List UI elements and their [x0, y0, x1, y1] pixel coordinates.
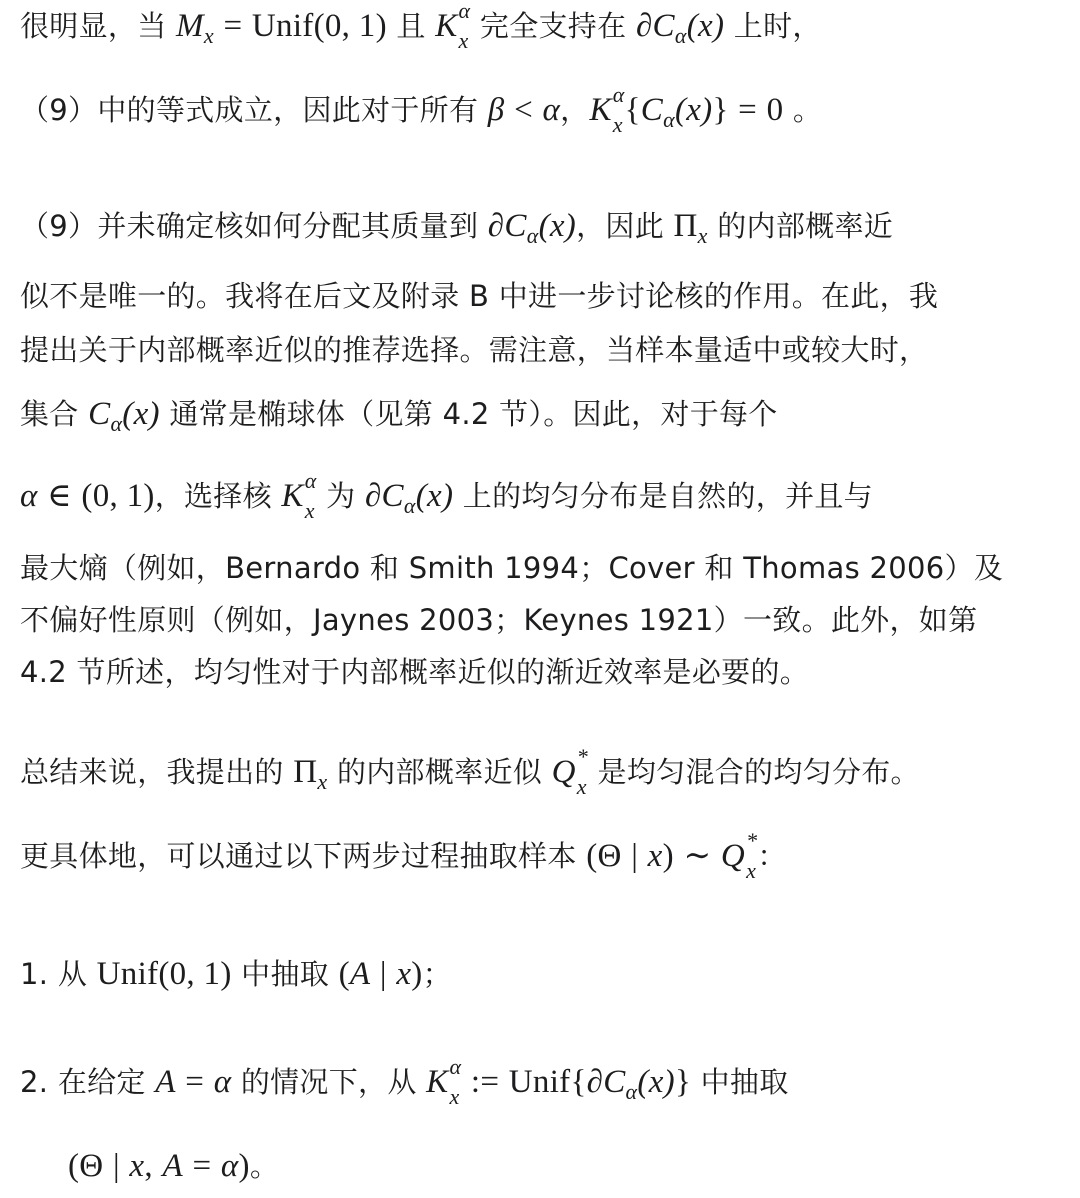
p2-line-2: 似不是唯一的。我将在后文及附录 B 中进一步讨论核的作用。在此，我 — [20, 279, 939, 313]
sub-x: x — [317, 768, 328, 794]
math-alpha: α — [542, 92, 561, 128]
math-eq: = — [223, 8, 243, 44]
math-lt: < — [514, 92, 533, 128]
K-scripts — [612, 82, 625, 137]
math-interval: (0, 1) — [158, 956, 232, 992]
math-A: A — [349, 956, 371, 992]
p2-line-6: 最大熵（例如，Bernardo 和 Smith 1994；Cover 和 Thomas 2006）及 — [20, 551, 1004, 585]
math-C: C — [603, 1064, 626, 1100]
math-interval: (0, 1) — [81, 478, 155, 514]
math-Theta: Θ — [79, 1148, 104, 1184]
sub-x: x — [458, 28, 469, 53]
text: 通常是椭球体（见第 4.2 节）。因此，对于每个 — [159, 397, 778, 431]
text: 从 — [57, 957, 97, 991]
sub-x: x — [304, 498, 315, 523]
text: ： — [757, 839, 787, 873]
sub-alpha: α — [110, 410, 123, 436]
p2-line-1 — [20, 206, 893, 246]
math-A: A — [162, 1148, 183, 1184]
math-brace: } — [674, 1064, 692, 1100]
math-M: M — [176, 8, 204, 44]
p1-line-1 — [20, 0, 822, 53]
math-paren-x: (x) — [674, 92, 713, 128]
math-K: K — [281, 478, 304, 514]
math-eq: = — [185, 1064, 205, 1100]
p2-line-5 — [20, 468, 873, 523]
text: 上的均匀分布是自然的，并且与 — [453, 479, 873, 513]
math-paren-x: (x) — [637, 1064, 675, 1100]
math-partial: ∂ — [487, 208, 505, 244]
math-bar: | — [379, 956, 387, 992]
math-Pi: Π — [293, 754, 318, 790]
sub-alpha: α — [526, 222, 539, 248]
math-Pi: Π — [673, 208, 698, 244]
math-Theta: Θ — [597, 838, 622, 874]
math-in: ∈ — [47, 478, 72, 514]
math-unif: Unif — [251, 8, 314, 44]
list-number: 1. — [20, 957, 49, 991]
math-sim: ∼ — [683, 838, 712, 874]
Q-scripts — [746, 828, 758, 883]
math-Q: Q — [551, 754, 576, 790]
math-K: K — [589, 92, 612, 128]
sup-alpha: α — [304, 468, 317, 493]
text: 很明显，当 — [20, 9, 177, 43]
math-C: C — [381, 478, 404, 514]
math-alpha: α — [220, 1148, 239, 1184]
math-defeq: := — [470, 1064, 500, 1100]
text: 中抽取 — [691, 1065, 789, 1099]
p2-line-4 — [20, 394, 778, 434]
Q-scripts — [576, 744, 589, 799]
text: 上时， — [724, 9, 822, 43]
math-Q: Q — [720, 838, 746, 874]
math-alpha: α — [20, 478, 38, 514]
sub-alpha: α — [625, 1078, 638, 1104]
text: ； — [422, 957, 452, 991]
math-K: K — [435, 8, 458, 44]
text: 中抽取 — [231, 957, 339, 991]
math-zero: 0 — [766, 92, 784, 128]
p2-line-8: 4.2 节所述，均匀性对于内部概率近似的渐近效率是必要的。 — [20, 655, 810, 689]
list-number: 2. — [20, 1065, 49, 1099]
p2-line-7: 不偏好性原则（例如，Jaynes 2003；Keynes 1921）一致。此外，如第 — [20, 603, 978, 637]
math-C: C — [504, 208, 527, 244]
sub-alpha: α — [403, 492, 416, 518]
math-A: A — [155, 1064, 176, 1100]
text: 的内部概率近似 — [327, 755, 552, 789]
list-item-2-cont: (Θ | x, A = α)。 — [68, 1148, 280, 1184]
math-K: K — [426, 1064, 449, 1100]
sub-x: x — [203, 22, 214, 48]
list-item-1: 1. 从 Unif(0, 1) 中抽取 (A | x)； — [20, 956, 452, 992]
text: 的情况下，从 — [231, 1065, 427, 1099]
sup-alpha: α — [458, 0, 471, 23]
math-unif: Unif — [508, 1064, 571, 1100]
math-paren-x: (x) — [686, 8, 725, 44]
list-item-2 — [20, 1054, 789, 1109]
math-alpha: α — [213, 1064, 232, 1100]
math-partial: ∂ — [364, 478, 382, 514]
math-eq: = — [738, 92, 758, 128]
math-brace: { — [570, 1064, 587, 1100]
text: 更具体地，可以通过以下两步过程抽取样本 — [20, 839, 587, 873]
math-interval: (0, 1) — [313, 8, 387, 44]
sup-alpha: α — [612, 82, 625, 107]
K-scripts — [304, 468, 317, 523]
sub-x: x — [612, 112, 623, 137]
sub-x: x — [576, 774, 587, 799]
text: 为 — [316, 479, 365, 513]
math-C: C — [652, 8, 675, 44]
math-partial: ∂ — [586, 1064, 604, 1100]
math-unif: Unif — [96, 956, 159, 992]
sub-x: x — [697, 222, 708, 248]
text: 总结来说，我提出的 — [20, 755, 294, 789]
sub-alpha: α — [674, 22, 687, 48]
text: 。 — [783, 93, 823, 127]
math-brace: } — [712, 92, 729, 128]
math-beta: β — [487, 92, 505, 128]
K-scripts — [449, 1054, 462, 1109]
sup-star: * — [746, 828, 758, 853]
math-x: x — [129, 1148, 145, 1184]
sup-alpha: α — [449, 1054, 462, 1079]
math-x: x — [647, 838, 663, 874]
text: 集合 — [20, 397, 89, 431]
K-scripts — [458, 0, 471, 53]
text: （9）中的等式成立，因此对于所有 — [20, 93, 488, 127]
p2-line-3: 提出关于内部概率近似的推荐选择。需注意，当样本量适中或较大时， — [20, 333, 929, 367]
sub-alpha: α — [663, 106, 675, 132]
sub-x: x — [746, 858, 757, 883]
math-x: x — [396, 956, 412, 992]
math-eq: = — [192, 1148, 212, 1184]
p1-line-2 — [20, 82, 823, 137]
text: ，选择核 — [154, 479, 282, 513]
sub-x: x — [449, 1084, 460, 1109]
text: ，因此 — [576, 209, 674, 243]
math-C: C — [640, 92, 664, 128]
math-bar: | — [112, 1148, 120, 1184]
text: （9）并未确定核如何分配其质量到 — [20, 209, 488, 243]
math-paren-x: (x) — [538, 208, 577, 244]
text: 是均匀混合的均匀分布。 — [588, 755, 920, 789]
sup-star: * — [576, 744, 589, 769]
math-paren-x: (x) — [122, 396, 160, 432]
text: 且 — [386, 9, 436, 43]
p3-line-1 — [20, 744, 920, 799]
text: 。 — [249, 1149, 280, 1183]
text: 的内部概率近 — [707, 209, 894, 243]
math-brace: { — [624, 92, 641, 128]
text: ， — [560, 93, 590, 127]
math-paren-x: (x) — [415, 478, 454, 514]
math-bar: | — [631, 838, 639, 874]
text: 在给定 — [57, 1065, 156, 1099]
p3-line-2: 更具体地，可以通过以下两步过程抽取样本 (Θ | x) ∼ Q * x ： — [20, 828, 787, 883]
text: 完全支持在 — [470, 9, 636, 43]
math-partial: ∂ — [635, 8, 653, 44]
math-C: C — [88, 396, 111, 432]
